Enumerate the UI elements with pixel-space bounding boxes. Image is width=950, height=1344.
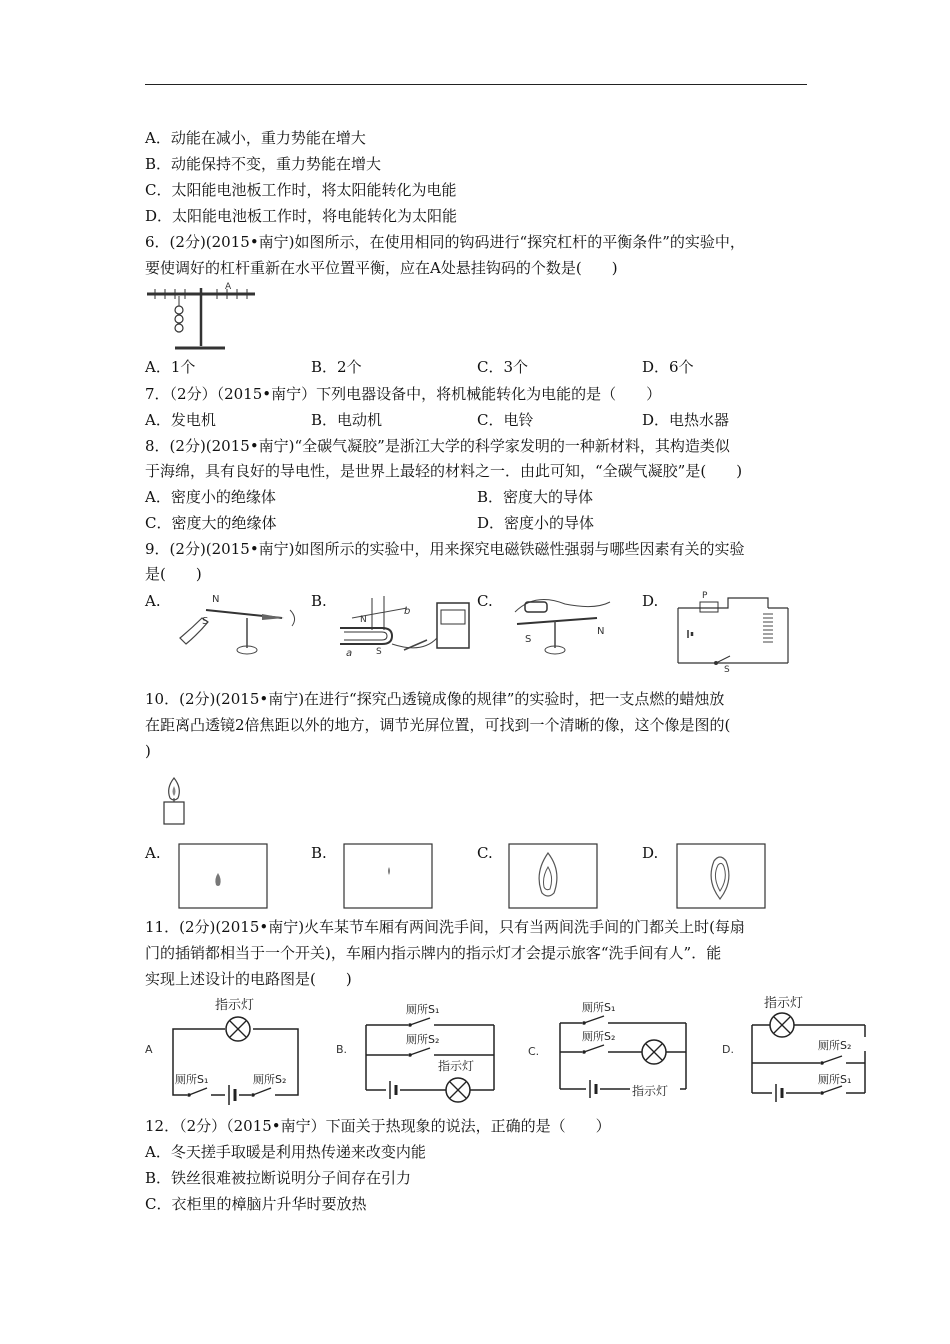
q5-option-d: D．太阳能电池板工作时，将电能转化为太阳能 (145, 207, 458, 225)
q8-option-c: C．密度大的绝缘体 (145, 514, 277, 532)
q10-screen-d (676, 843, 766, 909)
q7-option-b: B．电动机 (311, 411, 383, 429)
svg-text:b: b (404, 606, 411, 617)
q8-option-a: A．密度小的绝缘体 (145, 488, 276, 506)
q10-stem-line3: ) (145, 742, 151, 760)
svg-text:a: a (346, 648, 353, 659)
q8-stem-line2: 于海绵，具有良好的导电性，是世界上最轻的材料之一．由此可知，“全碳气凝胶”是( ) (145, 462, 743, 480)
svg-text:N: N (597, 626, 605, 637)
q5-option-c: C．太阳能电池板工作时，将太阳能转化为电能 (145, 181, 457, 199)
q9-figure-a (172, 588, 307, 658)
svg-text:厕所S₂: 厕所S₂ (818, 1039, 852, 1052)
q6-option-a: A．1个 (145, 358, 196, 376)
svg-text:厕所S₁: 厕所S₁ (175, 1073, 209, 1086)
q5-option-b: B．动能保持不变，重力势能在增大 (145, 155, 382, 173)
q11-circuit-b (334, 995, 504, 1105)
svg-text:厕所S₁: 厕所S₁ (406, 1003, 440, 1016)
q6-option-c: C．3个 (477, 358, 529, 376)
q10-option-b-letter: B. (311, 844, 327, 862)
q7-option-a: A．发电机 (145, 411, 216, 429)
q12-option-a: A．冬天搓手取暖是利用热传递来改变内能 (145, 1143, 426, 1161)
q10-screen-c (508, 843, 598, 909)
q9-option-a-letter: A. (145, 592, 161, 610)
svg-text:N: N (360, 615, 367, 625)
q8-stem-line1: 8．(2分)(2015•南宁)“全碳气凝胶”是浙江大学的科学家发明的一种新材料，其构造类似 (145, 437, 730, 455)
svg-text:厕所S₁: 厕所S₁ (582, 1001, 616, 1014)
q10-option-d-letter: D. (642, 844, 659, 862)
q11-stem-line3: 实现上述设计的电路图是( ) (145, 970, 352, 988)
q12-stem: 12．（2分）（2015•南宁）下面关于热现象的说法，正确的是（ ） (145, 1117, 611, 1135)
q9-option-b-letter: B. (311, 592, 327, 610)
svg-text:指示灯: 指示灯 (764, 996, 804, 1011)
q11-stem-line1: 11．(2分)(2015•南宁)火车某节车厢有两间洗手间，只有当两间洗手间的门都关上时(每扇 (145, 918, 745, 936)
q9-option-d-letter: D. (642, 592, 659, 610)
svg-text:D.: D. (722, 1043, 734, 1056)
svg-text:A: A (145, 1043, 153, 1056)
q5-option-a: A．动能在减小，重力势能在增大 (145, 129, 366, 147)
q9-option-c-letter: C. (477, 592, 493, 610)
q11-circuit-c (526, 997, 696, 1102)
q9-stem-line1: 9．(2分)(2015•南宁)如图所示的实验中，用来探究电磁铁磁性强弱与哪些因素有关的实验 (145, 540, 745, 558)
q10-option-c-letter: C. (477, 844, 493, 862)
header-rule (145, 84, 807, 85)
svg-text:P: P (702, 591, 708, 601)
q9-stem-line2: 是( ) (145, 565, 202, 583)
q11-circuit-d (720, 993, 880, 1105)
q10-screen-a (178, 843, 268, 909)
q12-option-b: B．铁丝很难被拉断说明分子间存在引力 (145, 1169, 412, 1187)
svg-text:指示灯: 指示灯 (215, 998, 255, 1013)
svg-text:厕所S₁: 厕所S₁ (818, 1073, 852, 1086)
q6-stem-line2: 要使调好的杠杆重新在水平位置平衡，应在A处悬挂钩码的个数是( ) (145, 259, 618, 277)
svg-text:C.: C. (528, 1045, 540, 1058)
q10-candle-figure (158, 776, 190, 826)
q10-screen-b (343, 843, 433, 909)
q9-figure-d (668, 588, 798, 673)
q10-stem-line2: 在距离凸透镜2倍焦距以外的地方，调节光屏位置，可找到一个清晰的像，这个像是图的( (145, 716, 731, 734)
q6-stem-line1: 6．(2分)(2015•南宁)如图所示，在使用相同的钩码进行“探究杠杆的平衡条件”的实验中， (145, 233, 745, 251)
svg-text:B.: B. (336, 1043, 348, 1056)
q11-stem-line2: 门的插销都相当于一个开关)，车厢内指示牌内的指示灯才会提示旅客“洗手间有人”．能 (145, 944, 722, 962)
svg-text:S: S (525, 634, 532, 645)
q10-stem-line1: 10．(2分)(2015•南宁)在进行“探究凸透镜成像的规律”的实验时，把一支点燃的蜡烛放 (145, 690, 725, 708)
svg-text:N: N (212, 594, 220, 605)
q12-option-c: C．衣柜里的樟脑片升华时要放热 (145, 1195, 367, 1213)
q7-stem: 7．（2分）（2015•南宁）下列电器设备中，将机械能转化为电能的是（ ） (145, 385, 662, 403)
q6-option-d: D．6个 (642, 358, 694, 376)
svg-text:厕所S₂: 厕所S₂ (582, 1030, 616, 1043)
q7-option-d: D．电热水器 (642, 411, 730, 429)
svg-text:指示灯: 指示灯 (632, 1084, 669, 1098)
q8-option-d: D．密度小的导体 (477, 514, 595, 532)
svg-text:指示灯: 指示灯 (438, 1059, 475, 1073)
svg-text:S: S (376, 647, 382, 657)
q10-option-a-letter: A. (145, 844, 161, 862)
svg-text:S: S (202, 616, 209, 627)
svg-text:厕所S₂: 厕所S₂ (406, 1033, 440, 1046)
q8-option-b: B．密度大的导体 (477, 488, 594, 506)
q11-circuit-a (143, 993, 308, 1108)
svg-text:S: S (724, 665, 730, 673)
q9-figure-c (505, 590, 620, 660)
q6-lever-figure (145, 280, 260, 355)
svg-text:厕所S₂: 厕所S₂ (253, 1073, 287, 1086)
q9-figure-b (332, 588, 477, 663)
q6-label-a: A (225, 282, 232, 292)
q6-option-b: B．2个 (311, 358, 362, 376)
q7-option-c: C．电铃 (477, 411, 534, 429)
